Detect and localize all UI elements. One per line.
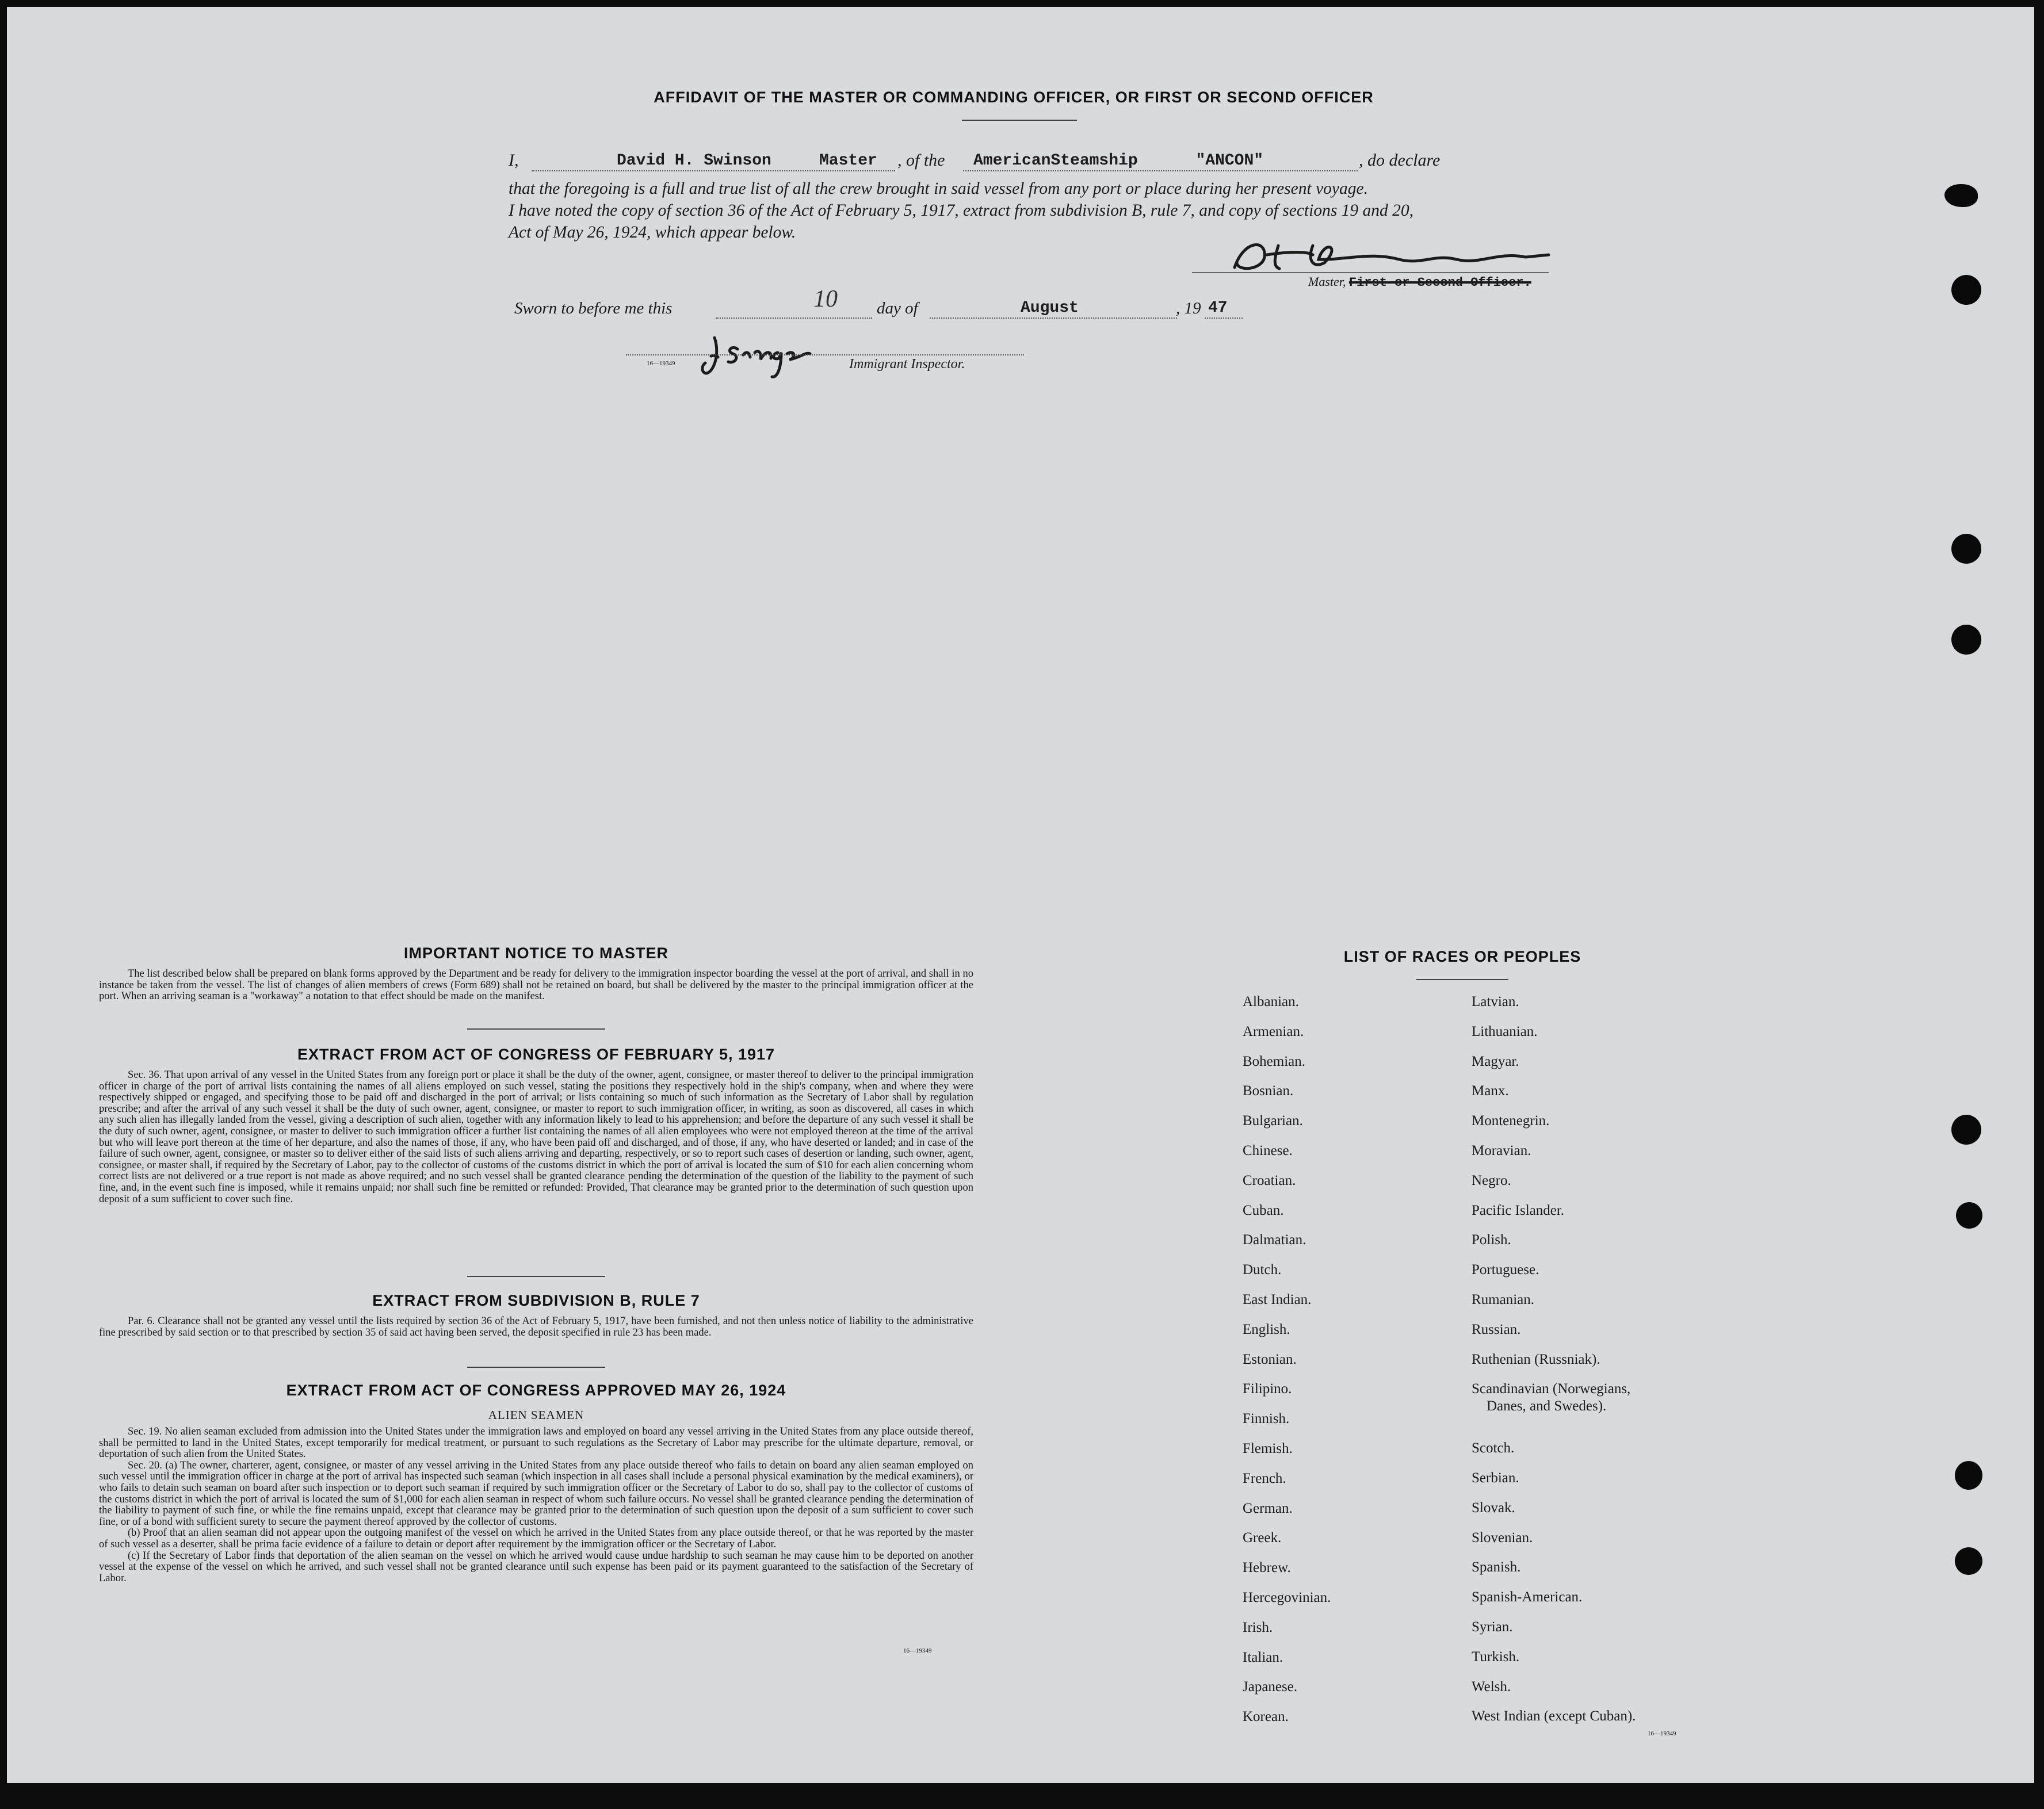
race-item: Spanish.: [1472, 1559, 1521, 1575]
caption-master: Master,: [1308, 274, 1346, 289]
race-item: Spanish-American.: [1472, 1589, 1583, 1605]
do-declare-label: , do declare: [1359, 151, 1441, 170]
inspector-label: Immigrant Inspector.: [849, 357, 965, 372]
rule7-text: [99, 1316, 973, 1338]
sec-19-paragraph: Sec. 19. No alien seaman excluded from admission into the United States under the immigration laws and employed on board any vessel arriving in the United States from any place outside thereof, shall be permitted to land in the United States, except temporarily for medical treatment, or pursuant to such regulations as the Secretary of Labor may prescribe for the ultimate departure, removal, or deportation of such alien from the United States.: [99, 1426, 973, 1460]
race-item: East Indian.: [1243, 1292, 1312, 1307]
title-underline: [962, 120, 1077, 121]
alien-seamen-subtitle: ALIEN SEAMEN: [488, 1408, 584, 1422]
race-item: Turkish.: [1472, 1649, 1520, 1665]
extract-1917-text: [99, 1070, 973, 1205]
race-item: Hebrew.: [1243, 1560, 1291, 1576]
extract-1924-title: EXTRACT FROM ACT OF CONGRESS APPROVED MAY 26, 1924: [286, 1382, 786, 1399]
punch-hole: [1951, 625, 1981, 655]
punch-hole: [1951, 1115, 1981, 1145]
notice-text: [99, 969, 973, 1003]
race-item: Montenegrin.: [1472, 1113, 1550, 1129]
caption-struck-officer: First or Second Officer.: [1348, 276, 1531, 290]
master-rank: Master: [819, 152, 877, 170]
race-item: Lithuanian.: [1472, 1023, 1538, 1039]
race-item: Dalmatian.: [1243, 1232, 1306, 1248]
race-item: Manx.: [1472, 1083, 1509, 1099]
declaration-line-1: [509, 151, 1579, 171]
sworn-label: Sworn to before me this: [514, 299, 673, 318]
race-item: Greek.: [1243, 1530, 1282, 1546]
race-item: Japanese.: [1243, 1679, 1298, 1695]
races-form-number: 16—19349: [1648, 1730, 1676, 1737]
race-item: Pacific Islander.: [1472, 1202, 1565, 1218]
race-item: Serbian.: [1472, 1470, 1519, 1486]
race-item: Albanian.: [1243, 994, 1299, 1009]
declaration-line-3: I have noted the copy of section 36 of the Act of February 5, 1917, extract from subdivision B, rule 7, and copy of sections 19 and 20,: [509, 201, 1414, 220]
race-item: Latvian.: [1472, 994, 1519, 1009]
inspector-signature-line: [626, 354, 1024, 355]
race-item: Korean.: [1243, 1709, 1289, 1725]
divider: [467, 1276, 605, 1277]
punch-hole: [1944, 184, 1978, 207]
race-item: Italian.: [1243, 1649, 1283, 1665]
day-of-label: day of: [877, 299, 918, 318]
race-item: Ruthenian (Russniak).: [1472, 1351, 1600, 1367]
race-item: Hercegovinian.: [1243, 1590, 1331, 1605]
punch-hole: [1955, 1547, 1982, 1575]
punch-hole: [1951, 275, 1981, 305]
sworn-line: [514, 286, 1320, 322]
race-item: Armenian.: [1243, 1023, 1304, 1039]
sec-36-paragraph: Sec. 36. That upon arrival of any vessel in the United States from any foreign port or place it shall be the duty of the owner, agent, consignee, or master thereof to deliver to the principal immigration officer in charge of the port of arrival lists containing the names of all aliens employed on such vessel, stating the positions they respectively hold in the ship's company, when and where they were respectively shipped or engaged, and specifying those to be paid off and discharged in the port of arrival; or lists containing so much of such information as the Secretary of Labor shall by regulation prescribe; and after the arrival of any such vessel it shall be the duty of such owner, agent, consignee, or master to report to such immigration officer, in writing, as soon as discovered, all cases in which any such alien has illegally landed from the vessel, giving a description of such alien, together with any information likely to lead to his apprehension; and before the departure of any such vessel it shall be the duty of such owner, agent, consignee, or master to deliver to such immigration officer a further list containing the names of all alien employees who were not employed thereon at the time of the arrival but who will leave port thereon at the time of her departure, and also the names of those, if any, who have been paid off and discharged, and of those, if any, who have deserted or landed; and in case of the failure of such owner, agent, consignee, or master so to deliver either of the said lists of such aliens arriving and departing, respectively, or so to report such cases of desertion or landing, such owner, agent, consignee, or master shall, if required by the Secretary of Labor, pay to the collector of customs of the customs district in which the port of arrival is located the sum of $10 for each alien concerning whom correct lists are not delivered or a true report is not made as above required; and no such vessel shall be granted clearance pending the determination of the question of the liability to the payment of such fine, and, in the event such fine is imposed, while it remains unpaid; nor shall such fine be remitted or refunded: Provided, That clearance may be granted prior to the determination of such question upon deposit of a sum sufficient to cover such fine.: [99, 1069, 973, 1205]
races-title-underline: [1416, 979, 1508, 980]
extract-1917-title: EXTRACT FROM ACT OF CONGRESS OF FEBRUARY 5, 1917: [297, 1046, 775, 1063]
race-item: Scandinavian (Norwegians,: [1472, 1381, 1631, 1397]
year-field: [1205, 303, 1243, 319]
master-name: David H. Swinson: [617, 152, 771, 170]
extract-1924-text: [99, 1426, 973, 1584]
race-item: English.: [1243, 1321, 1290, 1337]
master-signature: [1227, 234, 1560, 280]
race-item: Bohemian.: [1243, 1053, 1306, 1069]
sec-20c-paragraph: (c) If the Secretary of Labor finds that deportation of the alien seaman on the vessel on which he arrived would cause undue hardship to such seaman he may cause him to be deported on another vessel at the expense of the vessel on which he arrived, and such vessel shall not be granted clearance until such expense has been paid or its payment guaranteed to the satisfaction of the Secretary of Labor.: [99, 1550, 973, 1584]
i-label: I,: [509, 151, 519, 170]
race-item: West Indian (except Cuban).: [1472, 1708, 1636, 1724]
race-item: Rumanian.: [1472, 1292, 1535, 1307]
race-item: Russian.: [1472, 1321, 1521, 1337]
race-item: Portuguese.: [1472, 1262, 1539, 1278]
affidavit-title: AFFIDAVIT OF THE MASTER OR COMMANDING OFFICER, OR FIRST OR SECOND OFFICER: [654, 89, 1374, 106]
race-item: Bosnian.: [1243, 1083, 1294, 1099]
race-item: Estonian.: [1243, 1351, 1297, 1367]
race-item: Chinese.: [1243, 1143, 1293, 1158]
year-prefix: , 19: [1176, 299, 1201, 318]
par6-paragraph: Par. 6. Clearance shall not be granted any vessel until the lists required by section 36 of the Act of February 5, 1917, have been furnished, and not then unless notice of liability to the administrative fine prescribed by said section or to that prescribed by section 35 of said act having been served, the deposit specified in rule 23 has been made.: [99, 1315, 973, 1338]
race-item: Danes, and Swedes).: [1487, 1398, 1607, 1414]
race-item: German.: [1243, 1500, 1293, 1516]
of-the-label: , of the: [897, 151, 945, 170]
race-item: Irish.: [1243, 1619, 1273, 1635]
month-value: August: [1021, 299, 1079, 317]
extract-form-number: 16—19349: [903, 1647, 932, 1654]
year-value: 47: [1208, 299, 1228, 317]
day-field: [716, 303, 872, 319]
race-item: Moravian.: [1472, 1143, 1531, 1158]
race-item: Flemish.: [1243, 1441, 1293, 1456]
race-item: Scotch.: [1472, 1440, 1515, 1456]
sec-20a-paragraph: Sec. 20. (a) The owner, charterer, agent, consignee, or master of any vessel arriving in the United States from any place outside thereof who fails to detain on board any alien seaman employed on such vessel until the immigration officer in charge at the port of arrival has inspected such seaman (which inspection in all cases shall include a personal physical examination by the medical examiners), or who fails to detain such seaman on board after such inspection or to deport such seaman if required by such immigration officer or the Secretary of Labor to do so, shall pay to the collector of customs of the customs district in which the port of arrival is located the sum of $1,000 for each alien seaman in respect of whom such failure occurs. No vessel shall be granted clearance pending the determination of the liability to payment of such fine, or while the fine remains unpaid, except that clearance may be granted prior to the determination of such question upon the deposit of a sum sufficient to cover such fine, or of a bond with sufficient surety to secure the payment thereof approved by the collector of customs.: [99, 1459, 973, 1528]
race-item: Bulgarian.: [1243, 1113, 1303, 1129]
race-item: Negro.: [1472, 1172, 1511, 1188]
race-item: Polish.: [1472, 1232, 1511, 1248]
race-item: Slovak.: [1472, 1500, 1515, 1516]
races-title: LIST OF RACES OR PEOPLES: [1343, 948, 1581, 965]
punch-hole: [1956, 1202, 1982, 1229]
divider: [467, 1028, 605, 1030]
race-item: Finnish.: [1243, 1411, 1290, 1427]
divider: [467, 1367, 605, 1368]
race-item: Welsh.: [1472, 1678, 1511, 1695]
race-item: Syrian.: [1472, 1619, 1513, 1635]
punch-hole: [1955, 1461, 1982, 1490]
rule7-title: EXTRACT FROM SUBDIVISION B, RULE 7: [372, 1292, 700, 1309]
vessel-name: AmericanSteamship "ANCON": [973, 152, 1264, 170]
day-value: 10: [813, 286, 838, 312]
master-signature-line: [1192, 272, 1549, 273]
declaration-line-4: Act of May 26, 1924, which appear below.: [509, 223, 796, 242]
race-item: Croatian.: [1243, 1172, 1296, 1188]
signature-caption: [1308, 274, 1531, 290]
inspector-form-number: 16—19349: [647, 360, 675, 367]
race-item: Filipino.: [1243, 1381, 1292, 1397]
document-page: [7, 7, 2034, 1783]
race-item: French.: [1243, 1470, 1286, 1486]
declaration-line-2: that the foregoing is a full and true list of all the crew brought in said vessel from any port or place during her present voyage.: [509, 179, 1368, 198]
punch-hole: [1951, 534, 1981, 564]
race-item: Cuban.: [1243, 1202, 1284, 1218]
race-item: Magyar.: [1472, 1053, 1519, 1069]
notice-title: IMPORTANT NOTICE TO MASTER: [404, 944, 668, 962]
sec-20b-paragraph: (b) Proof that an alien seaman did not appear upon the outgoing manifest of the vessel on which he arrived in the United States from any place outside thereof, or that he was reported by the master of such vessel as a deserter, shall be prima facie evidence of a failure to detain or deport after requirement by the immigration officer or the Secretary of Labor.: [99, 1527, 973, 1550]
race-item: Slovenian.: [1472, 1529, 1533, 1546]
notice-paragraph: The list described below shall be prepared on blank forms approved by the Department and be ready for delivery to the immigration inspector boarding the vessel at the port of arrival, and shall in no instance be taken from the vessel. The list of changes of alien members of crews (Form 689) shall not be retained on board, but shall be delivered by the master to the principal immigration officer at the port. When an arriving seaman is a "workaway" a notation to that effect should be made on the manifest.: [99, 968, 973, 1003]
race-item: Dutch.: [1243, 1262, 1282, 1278]
